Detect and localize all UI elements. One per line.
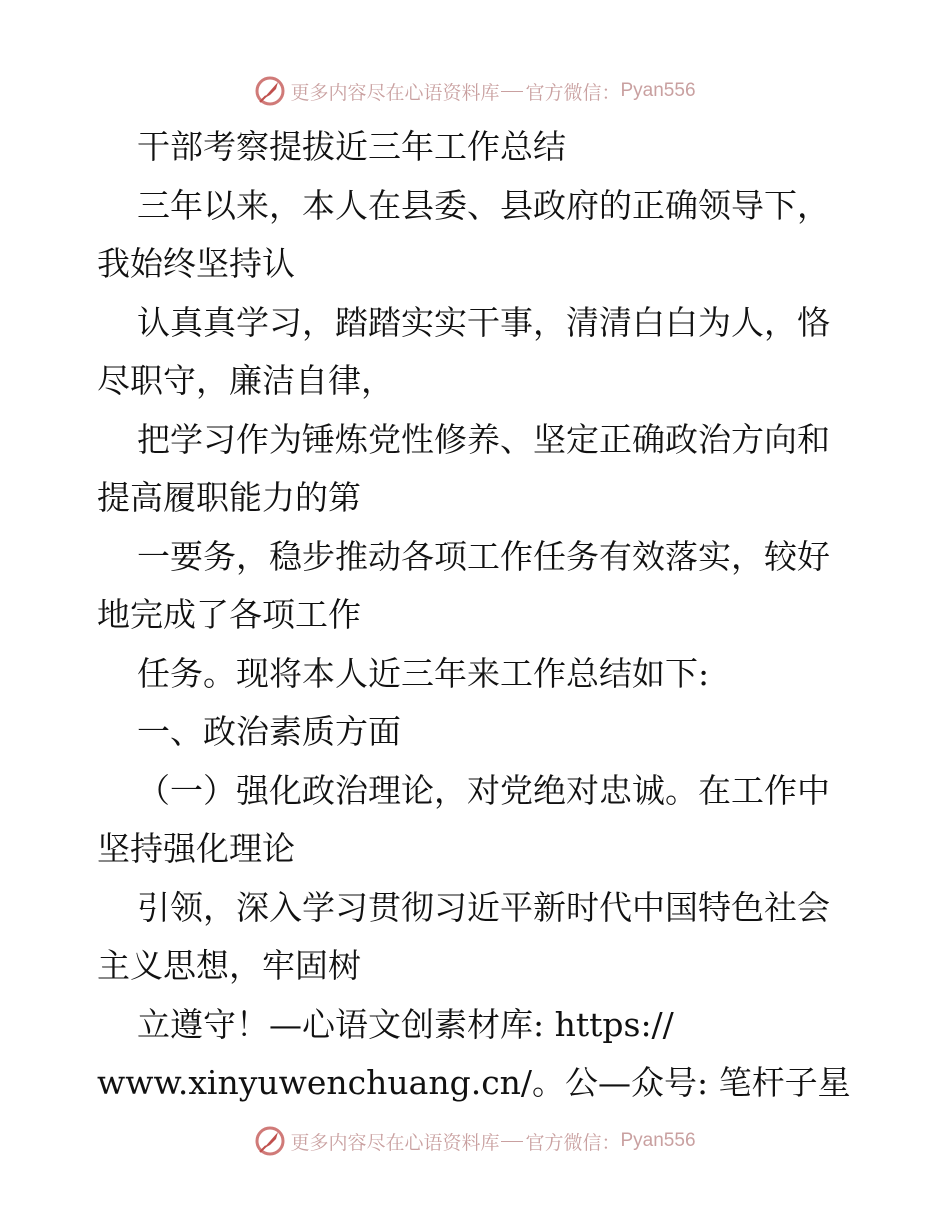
document-body [97, 118, 857, 1113]
body-line: www.xinyuwenchuang.cn/。公—众号: 笔杆子星 [97, 1063, 851, 1102]
body-line: 把学习作为锤炼党性修养、坚定正确政治方向和 [137, 419, 830, 459]
footer-dash [501, 1141, 523, 1142]
body-line: 引领，深入学习贯彻习近平新时代中国特色社会 [137, 887, 830, 927]
body-line: 坚持强化理论 [97, 829, 295, 868]
body-line: （一）强化政治理论，对党绝对忠诚。在工作中 [137, 770, 830, 810]
body-line: 任务。现将本人近三年来工作总结如下: [137, 653, 710, 693]
header-dash [501, 91, 523, 92]
section-heading: 一、政治素质方面 [137, 712, 401, 751]
document-title: 干部考察提拔近三年工作总结 [137, 127, 566, 166]
body-line: 三年以来，本人在县委、县政府的正确领导下， [137, 185, 830, 225]
body-line: 提高履职能力的第 [97, 478, 361, 517]
body-line: 立遵守！—心语文创素材库: https:// [137, 1004, 674, 1044]
header-official-label: 官方微信： [525, 81, 621, 104]
header-wechat-id: Pyan556 [620, 80, 696, 101]
header-watermark [0, 71, 950, 111]
quill-logo-icon [254, 75, 286, 107]
footer-watermark-text: 更多内容尽在心语资料库 [290, 1131, 500, 1154]
body-line: 尽职守，廉洁自律， [97, 361, 394, 400]
footer-watermark [0, 1121, 950, 1161]
body-line: 主义思想，牢固树 [97, 946, 361, 985]
body-line: 认真真学习，踏踏实实干事，清清白白为人，恪 [137, 302, 830, 342]
quill-logo-icon [254, 1125, 286, 1157]
header-watermark-text: 更多内容尽在心语资料库 [290, 81, 500, 104]
footer-wechat-id: Pyan556 [620, 1130, 696, 1151]
footer-official-label: 官方微信： [525, 1131, 621, 1154]
body-line: 我始终坚持认 [97, 244, 295, 283]
body-line: 一要务，稳步推动各项工作任务有效落实，较好 [137, 536, 830, 576]
body-line: 地完成了各项工作 [97, 595, 361, 634]
